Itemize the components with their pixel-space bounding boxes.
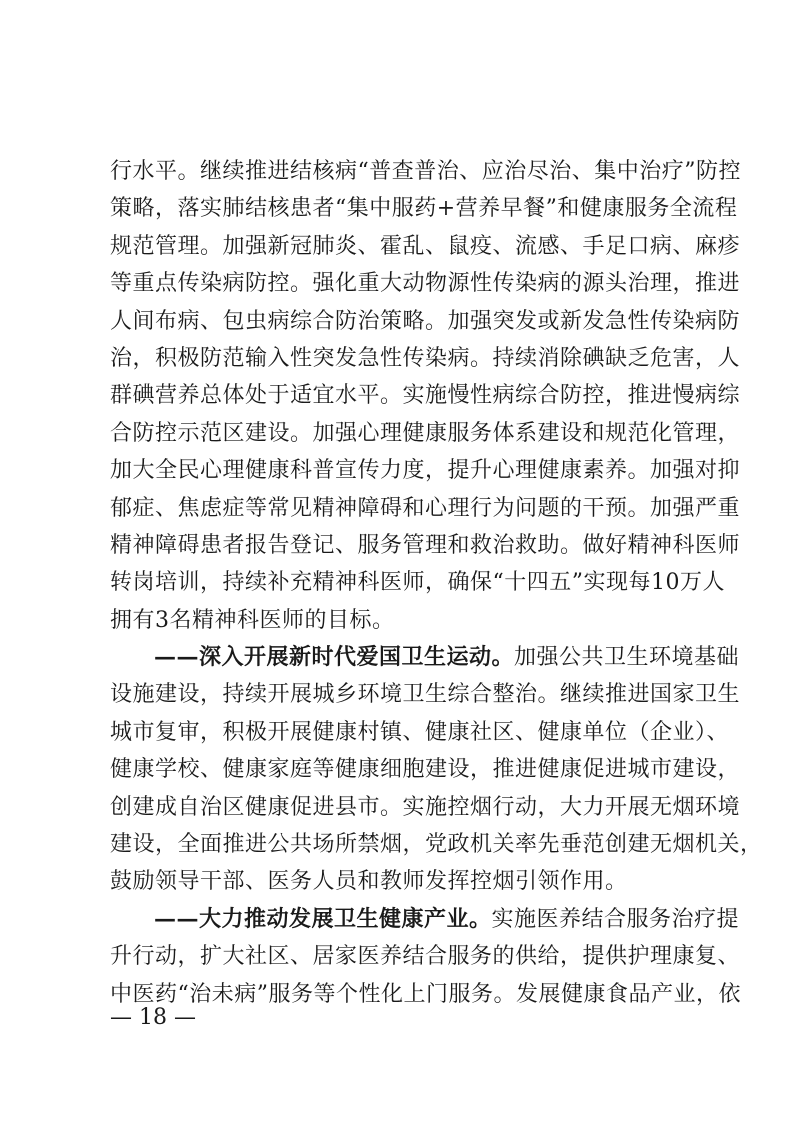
- section-heading: ——大力推动发展卫生健康产业。: [154, 905, 492, 932]
- text-line: 行水平。继续推进结核病“普查普治、应治尽治、集中治疗”防控: [110, 159, 741, 184]
- text-line: 创建成自治区健康促进县市。实施控烟行动，大力开展无烟环境: [110, 794, 741, 820]
- text-line: 健康学校、健康家庭等健康细胞建设，推进健康促进城市建设，: [110, 757, 741, 783]
- section-heading-line: [110, 901, 740, 938]
- section-heading: ——深入开展新时代爱国卫生运动。: [154, 644, 515, 671]
- text-line: 合防控示范区建设。加强心理健康服务体系建设和规范化管理，: [110, 420, 741, 446]
- text-line: 人间布病、包虫病综合防治策略。加强突发或新发急性传染病防: [110, 308, 741, 334]
- text-line: 精神障碍患者报告登记、服务管理和救治救助。做好精神科医师: [110, 532, 741, 558]
- text-line: 郁症、焦虑症等常见精神障碍和心理行为问题的干预。加强严重: [110, 495, 741, 521]
- text-line: 转岗培训，持续补充精神科医师，确保“十四五”实现每10万人: [110, 570, 725, 596]
- section-text: 实施医养结合服务治疗提: [491, 906, 740, 932]
- document-body: [110, 153, 763, 1013]
- text-line: 等重点传染病防控。强化重大动物源性传染病的源头治理，推进: [110, 271, 741, 297]
- text-line: 治，积极防范输入性突发急性传染病。持续消除碘缺乏危害，人: [110, 345, 741, 371]
- text-line: 规范管理。加强新冠肺炎、霍乱、鼠疫、流感、手足口病、麻疹: [110, 233, 741, 259]
- text-line: 升行动，扩大社区、居家医养结合服务的供给，提供护理康复、: [110, 944, 741, 970]
- section-heading-line: [110, 639, 740, 676]
- text-line: 拥有3名精神科医师的目标。: [110, 607, 395, 633]
- text-line: 建设，全面推进公共场所禁烟，党政机关率先垂范创建无烟机关，: [110, 832, 763, 858]
- text-line: 鼓励领导干部、医务人员和教师发挥控烟引领作用。: [110, 869, 628, 895]
- text-line: 中医药“治未病”服务等个性化上门服务。发展健康食品产业，依: [110, 981, 741, 1007]
- text-line: 策略，落实肺结核患者“集中服药+营养早餐”和健康服务全流程: [110, 196, 738, 222]
- text-line: 城市复审，积极开展健康村镇、健康社区、健康单位（企业）、: [110, 719, 730, 745]
- page-number: — 18 —: [110, 1005, 196, 1030]
- text-line: 群碘营养总体处于适宜水平。实施慢性病综合防控，推进慢病综: [110, 383, 741, 409]
- text-line: 加大全民心理健康科普宣传力度，提升心理健康素养。加强对抑: [110, 458, 741, 484]
- section-text: 加强公共卫生环境基础: [514, 645, 740, 671]
- text-line: 设施建设，持续开展城乡环境卫生综合整治。继续推进国家卫生: [110, 682, 741, 708]
